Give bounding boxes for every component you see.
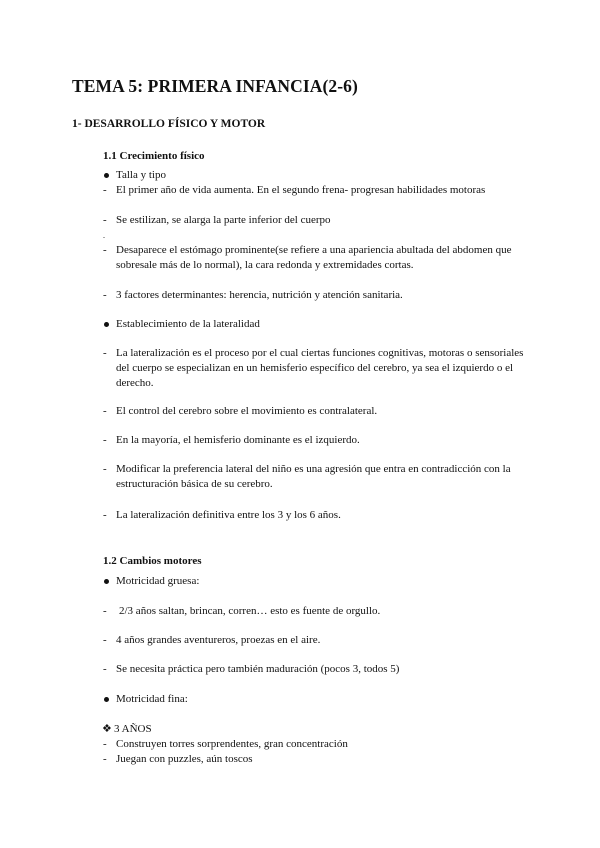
dash-icon: - (103, 463, 107, 475)
list-item-line: derecho. (116, 377, 154, 389)
list-item: Construyen torres sorprendentes, gran concentración (116, 738, 348, 750)
dash-icon: - (103, 634, 107, 646)
list-item-line: Desaparece el estómago prominente(se refiere a una apariencia abultada del abdomen que (116, 244, 512, 256)
list-item: La lateralización definitiva entre los 3 y los 6 años. (116, 509, 341, 521)
dash-icon: - (103, 605, 107, 617)
list-item-line: del cuerpo se especializan en un hemisferio específico del cerebro, ya sea el izquierdo o el (116, 362, 514, 374)
list-item: En la mayoría, el hemisferio dominante es el izquierdo. (116, 434, 360, 446)
stray-dot: . (103, 231, 105, 240)
dash-icon: - (103, 738, 107, 750)
bullet-icon (104, 697, 109, 702)
bullet-item: Talla y tipo (116, 169, 166, 181)
dash-icon: - (103, 214, 107, 226)
list-item: Se estilizan, se alarga la parte inferior del cuerpo (116, 214, 331, 226)
diamond-bullet-icon: ❖ (102, 723, 112, 735)
bullet-item: Motricidad fina: (116, 693, 188, 705)
diamond-item: 3 AÑOS (114, 723, 152, 735)
bullet-icon (104, 579, 109, 584)
section-heading: 1- DESARROLLO FÍSICO Y MOTOR (72, 118, 266, 130)
list-item: 3 factores determinantes: herencia, nutrición y atención sanitaria. (116, 289, 403, 301)
list-item: Se necesita práctica pero también maduración (pocos 3, todos 5) (116, 663, 400, 675)
list-item-line: La lateralización es el proceso por el cual ciertas funciones cognitivas, motoras o sensoriales (116, 347, 524, 359)
dash-icon: - (103, 509, 107, 521)
dash-icon: - (103, 405, 107, 417)
subsection-heading: 1.2 Cambios motores (103, 555, 202, 567)
list-item: Juegan con puzzles, aún toscos (116, 753, 253, 765)
bullet-item: Motricidad gruesa: (116, 575, 200, 587)
dash-icon: - (103, 663, 107, 675)
bullet-icon (104, 322, 109, 327)
dash-icon: - (103, 347, 107, 359)
list-item: El control del cerebro sobre el movimiento es contralateral. (116, 405, 378, 417)
bullet-icon (104, 173, 109, 178)
dash-icon: - (103, 753, 107, 765)
list-item: El primer año de vida aumenta. En el segundo frena- progresan habilidades motoras (116, 184, 486, 196)
page-title: TEMA 5: PRIMERA INFANCIA(2-6) (72, 76, 358, 96)
dash-icon: - (103, 244, 107, 256)
dash-icon: - (103, 289, 107, 301)
list-item-line: estructuración básica de su cerebro. (116, 478, 273, 490)
list-item: 4 años grandes aventureros, proezas en el aire. (116, 634, 321, 646)
list-item-line: Modificar la preferencia lateral del niño es una agresión que entra en contradicción con la (116, 463, 511, 475)
dash-icon: - (103, 184, 107, 196)
list-item: 2/3 años saltan, brincan, corren… esto es fuente de orgullo. (119, 605, 381, 617)
subsection-heading: 1.1 Crecimiento físico (103, 150, 205, 162)
list-item-line: sobresale más de lo normal), la cara redonda y extremidades cortas. (116, 259, 414, 271)
dash-icon: - (103, 434, 107, 446)
bullet-item: Establecimiento de la lateralidad (116, 318, 260, 330)
